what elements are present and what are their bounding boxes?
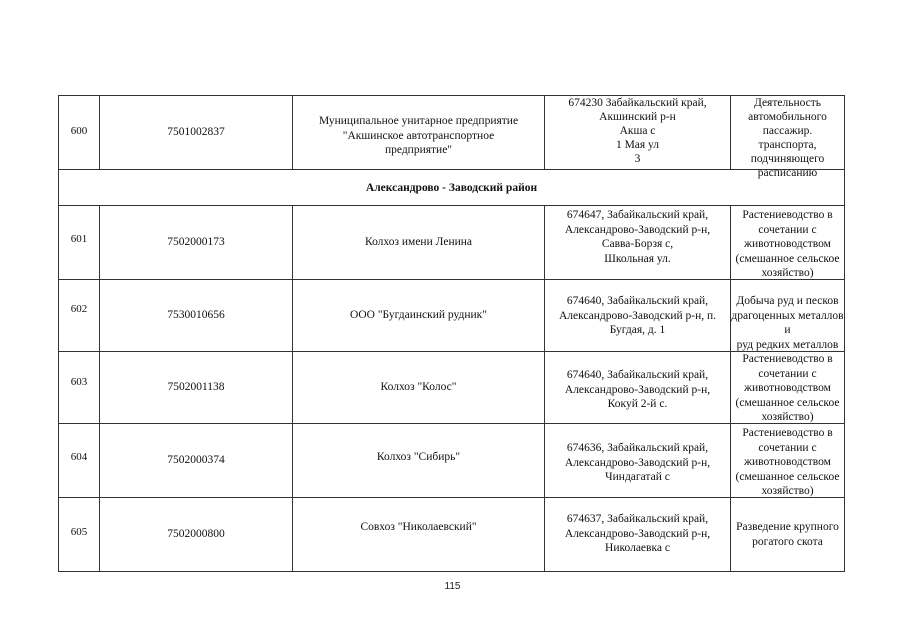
- row-number-cell: [59, 424, 100, 497]
- address-line: Александрово-Заводский р-н,: [564, 223, 711, 236]
- inn: 7530010656: [167, 309, 225, 322]
- row-number: 605: [70, 526, 88, 538]
- name-line: Муниципальное унитарное предприятие: [318, 115, 519, 127]
- table-row: [58, 280, 845, 352]
- activity-line: Растениеводство в: [742, 353, 833, 365]
- activity-line: Разведение крупного: [736, 521, 839, 533]
- name-cell: [293, 280, 545, 351]
- inn-cell: [100, 424, 293, 497]
- inn-cell: [100, 352, 293, 423]
- name-line: Колхоз имени Ленина: [364, 236, 473, 249]
- address-line: 674230 Забайкальский край,: [568, 97, 707, 109]
- address-cell: [545, 424, 731, 497]
- address-line: 3: [634, 153, 641, 165]
- inn: 7502000374: [167, 454, 225, 467]
- activity-line: Растениеводство в: [742, 427, 833, 439]
- address-cell: [545, 352, 731, 423]
- name-cell: [293, 424, 545, 497]
- inn-cell: [100, 96, 293, 169]
- address-line: Александрово-Заводский р-н, п.: [558, 309, 717, 322]
- address-line: Александрово-Заводский р-н,: [564, 527, 711, 540]
- inn: 7502000173: [167, 236, 225, 249]
- name-cell: [293, 96, 545, 169]
- activity-line: сочетании с: [758, 441, 817, 454]
- address-line: Александрово-Заводский р-н,: [564, 456, 711, 469]
- row-number: 600: [70, 125, 88, 137]
- activity-line: подчиняющего: [750, 153, 825, 165]
- row-number: 602: [70, 303, 88, 315]
- activity-cell: [731, 424, 844, 497]
- activity-line: хозяйство): [761, 267, 814, 279]
- activity-line: расписанию: [757, 167, 818, 179]
- table-row: [58, 498, 845, 572]
- name-line: предприятие": [384, 144, 453, 156]
- address-cell: [545, 498, 731, 571]
- address-line: 674640, Забайкальский край,: [566, 295, 709, 307]
- row-number-cell: [59, 498, 100, 571]
- name-cell: [293, 206, 545, 279]
- name-cell: [293, 352, 545, 423]
- address-line: Чиндагатай с: [605, 471, 670, 483]
- row-number: 603: [70, 376, 88, 388]
- name-cell: [293, 498, 545, 571]
- address-line: Акша с: [619, 125, 656, 137]
- activity-line: (смешанное сельское: [735, 470, 840, 483]
- activity-line: драгоценных металлов и: [731, 309, 844, 336]
- activity-cell: [731, 96, 844, 179]
- activity-line: хозяйство): [761, 485, 814, 497]
- activity-line: Добыча руд и песков: [736, 295, 839, 307]
- inn-cell: [100, 206, 293, 279]
- inn: 7502001138: [167, 381, 225, 394]
- activity-line: руд редких металлов: [736, 338, 839, 351]
- activity-cell: [731, 352, 844, 423]
- activity-line: рогатого скота: [752, 535, 823, 548]
- name-line: ООО "Бугдаинский рудник": [350, 309, 487, 322]
- table-row: [58, 352, 845, 424]
- row-number-cell: [59, 280, 100, 351]
- page-number: 115: [444, 581, 461, 592]
- inn-cell: [100, 280, 293, 351]
- activity-cell: [731, 280, 844, 351]
- address-line: Кокуй 2-й с.: [607, 398, 668, 410]
- section-title: Александрово - Заводский район: [365, 181, 538, 194]
- activity-line: сочетании с: [758, 367, 817, 380]
- address-cell: [545, 96, 731, 169]
- activity-line: (смешанное сельское: [735, 396, 840, 409]
- activity-cell: [731, 498, 844, 571]
- row-number: 601: [70, 233, 88, 245]
- activity-line: транспорта,: [758, 139, 817, 151]
- inn-cell: [100, 498, 293, 571]
- address-line: Николаевка с: [605, 542, 670, 554]
- activity-line: автомобильного пассажир.: [748, 111, 827, 137]
- address-line: Акшинский р-н: [599, 111, 676, 123]
- address-line: 674647, Забайкальский край,: [566, 209, 709, 221]
- row-number-cell: [59, 96, 100, 169]
- address-line: 674637, Забайкальский край,: [566, 513, 709, 525]
- address-line: 674636, Забайкальский край,: [566, 442, 709, 454]
- table-row: [58, 206, 845, 280]
- address-line: Александрово-Заводский р-н,: [564, 383, 711, 396]
- activity-cell: [731, 206, 844, 279]
- name-line: "Акшинское автотранспортное: [342, 129, 495, 142]
- table-row: [58, 424, 845, 498]
- row-number-cell: [59, 352, 100, 423]
- name-line: Колхоз "Колос": [380, 381, 457, 394]
- address-cell: [545, 206, 731, 279]
- address-line: Школьная ул.: [604, 252, 671, 265]
- activity-line: (смешанное сельское: [735, 252, 840, 265]
- activity-line: хозяйство): [761, 411, 814, 423]
- activity-line: животноводством: [744, 456, 831, 468]
- section-header: [58, 170, 845, 206]
- address-line: Савва-Борзя с,: [601, 238, 674, 250]
- address-line: 1 Мая ул: [615, 139, 660, 151]
- row-number: 604: [70, 451, 88, 463]
- activity-line: Растениеводство в: [742, 209, 833, 221]
- activity-line: Деятельность: [753, 97, 822, 109]
- activity-line: животноводством: [744, 382, 831, 394]
- address-cell: [545, 280, 731, 351]
- address-line: Бугдая, д. 1: [609, 324, 666, 336]
- activity-line: сочетании с: [758, 223, 817, 236]
- row-number-cell: [59, 206, 100, 279]
- inn: 7501002837: [167, 126, 225, 139]
- address-line: 674640, Забайкальский край,: [566, 369, 709, 381]
- inn: 7502000800: [167, 528, 225, 541]
- activity-line: животноводством: [744, 238, 831, 250]
- table-row: [58, 95, 845, 179]
- name-line: Совхоз "Николаевский": [360, 521, 477, 533]
- name-line: Колхоз "Сибирь": [376, 451, 461, 463]
